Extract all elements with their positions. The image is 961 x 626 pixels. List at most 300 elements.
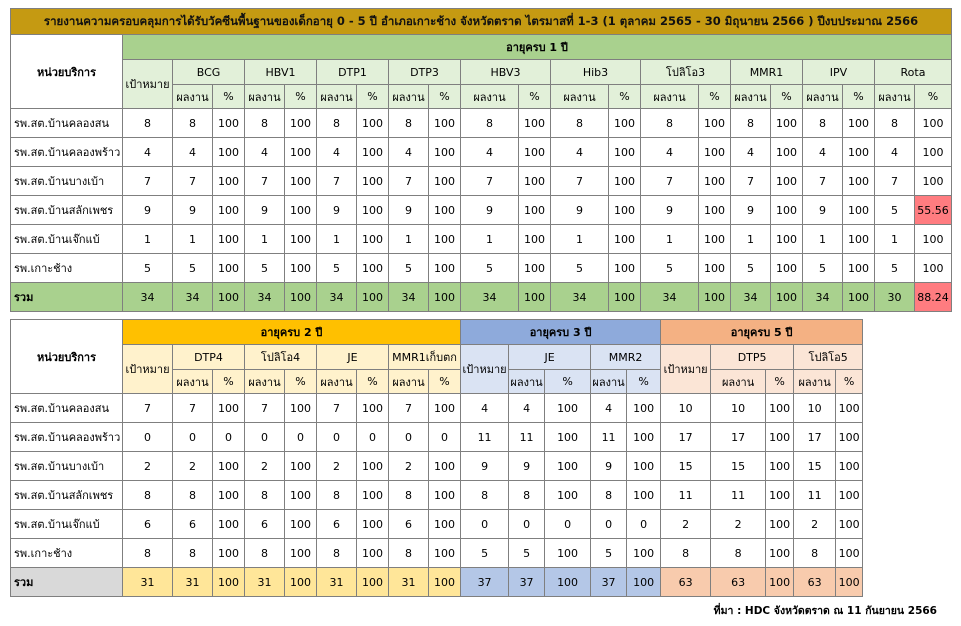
percent-value: 100	[771, 138, 803, 167]
total-percent: 100	[519, 283, 551, 312]
result-value: 8	[173, 481, 213, 510]
vaccine-header: โปลิโอ4	[245, 345, 317, 370]
result-value: 5	[591, 539, 627, 568]
target-value: 5	[461, 539, 509, 568]
percent-header: %	[766, 370, 794, 394]
result-header: ผลงาน	[461, 85, 519, 109]
percent-value: 100	[213, 394, 245, 423]
total-result: 34	[173, 283, 213, 312]
result-value: 4	[803, 138, 843, 167]
table-row	[11, 423, 863, 452]
percent-value: 100	[609, 225, 641, 254]
target-value: 8	[123, 109, 173, 138]
total-percent: 100	[609, 283, 641, 312]
result-value: 5	[875, 196, 915, 225]
unit-name: รพ.สต.บ้านคลองสน	[11, 394, 123, 423]
percent-value: 0	[285, 423, 317, 452]
percent-header: %	[285, 370, 317, 394]
table-row	[11, 196, 952, 225]
vaccine-header: JE	[509, 345, 591, 370]
unit-name: รพ.สต.บ้านคลองสน	[11, 109, 123, 138]
percent-header: %	[519, 85, 551, 109]
result-value: 8	[389, 481, 429, 510]
result-value: 8	[461, 109, 519, 138]
result-value: 11	[509, 423, 545, 452]
result-value: 9	[173, 196, 213, 225]
total-result: 34	[641, 283, 699, 312]
total-result: 34	[803, 283, 843, 312]
percent-value: 100	[213, 539, 245, 568]
percent-value: 100	[429, 510, 461, 539]
result-value: 8	[245, 539, 285, 568]
percent-value: 100	[771, 225, 803, 254]
result-header: ผลงาน	[389, 370, 429, 394]
result-value: 8	[173, 109, 213, 138]
result-value: 8	[551, 109, 609, 138]
total-percent: 100	[213, 283, 245, 312]
target-header: เป้าหมาย	[461, 345, 509, 394]
total-label: รวม	[11, 283, 123, 312]
percent-value: 100	[285, 138, 317, 167]
result-value: 7	[461, 167, 519, 196]
target-value: 1	[123, 225, 173, 254]
result-value: 0	[591, 510, 627, 539]
percent-value: 100	[285, 254, 317, 283]
percent-value: 100	[285, 481, 317, 510]
result-value: 1	[173, 225, 213, 254]
percent-value: 100	[766, 423, 794, 452]
percent-header: %	[357, 370, 389, 394]
percent-value: 100	[429, 452, 461, 481]
result-value: 1	[389, 225, 429, 254]
result-value: 8	[317, 109, 357, 138]
total-result: 34	[551, 283, 609, 312]
vaccine-header: Rota	[875, 60, 952, 85]
percent-value: 100	[213, 138, 245, 167]
percent-value: 100	[357, 138, 389, 167]
percent-value: 100	[285, 452, 317, 481]
age1-table	[10, 8, 952, 312]
percent-value: 100	[357, 225, 389, 254]
result-value: 10	[711, 394, 766, 423]
percent-value: 100	[836, 539, 863, 568]
result-value: 4	[591, 394, 627, 423]
percent-value: 100	[357, 254, 389, 283]
result-value: 2	[173, 452, 213, 481]
unit-header: หน่วยบริการ	[11, 320, 123, 394]
total-percent: 100	[213, 568, 245, 597]
vaccine-header: Hib3	[551, 60, 641, 85]
result-value: 7	[389, 167, 429, 196]
percent-value: 100	[519, 109, 551, 138]
result-value: 11	[711, 481, 766, 510]
table-row	[11, 394, 863, 423]
percent-value: 100	[699, 254, 731, 283]
percent-header: %	[843, 85, 875, 109]
result-header: ผลงาน	[173, 370, 213, 394]
percent-value: 100	[915, 167, 952, 196]
percent-value: 100	[771, 254, 803, 283]
percent-value: 100	[609, 196, 641, 225]
total-percent: 100	[627, 568, 661, 597]
percent-value: 100	[609, 138, 641, 167]
result-value: 1	[641, 225, 699, 254]
percent-value: 100	[285, 539, 317, 568]
unit-name: รพ.สต.บ้านบางเบ้า	[11, 167, 123, 196]
total-percent: 100	[836, 568, 863, 597]
percent-value: 100	[915, 109, 952, 138]
percent-value: 100	[213, 196, 245, 225]
percent-value: 0	[545, 510, 591, 539]
table-row	[11, 138, 952, 167]
result-value: 15	[711, 452, 766, 481]
percent-header: %	[627, 370, 661, 394]
target-value: 7	[123, 394, 173, 423]
vaccine-header: MMR1เก็บตก	[389, 345, 461, 370]
total-result: 30	[875, 283, 915, 312]
percent-value: 100	[213, 481, 245, 510]
percent-header: %	[545, 370, 591, 394]
report-title: รายงานความครอบคลุมการได้รับวัคซีนพื้นฐานของเด็กอายุ 0 - 5 ปี อำเภอเกาะช้าง จังหวัดตราด ไตรมาสที่ 1-3 (1 ตุลาคม 2565 - 30 มิถุนายน 2566 ) ปีงบประมาณ 2566	[11, 9, 952, 35]
percent-value: 100	[699, 109, 731, 138]
percent-value: 100	[213, 254, 245, 283]
unit-name: รพ.สต.บ้านคลองพร้าว	[11, 138, 123, 167]
result-value: 8	[317, 539, 357, 568]
percent-value: 100	[519, 254, 551, 283]
percent-header: %	[915, 85, 952, 109]
total-result: 34	[317, 283, 357, 312]
percent-value: 100	[843, 225, 875, 254]
result-header: ผลงาน	[245, 370, 285, 394]
result-value: 4	[551, 138, 609, 167]
total-label: รวม	[11, 568, 123, 597]
total-percent: 100	[429, 568, 461, 597]
percent-value: 100	[771, 196, 803, 225]
result-header: ผลงาน	[803, 85, 843, 109]
percent-value: 100	[545, 481, 591, 510]
result-value: 5	[803, 254, 843, 283]
target-header: เป้าหมาย	[123, 345, 173, 394]
result-value: 4	[317, 138, 357, 167]
result-value: 8	[245, 481, 285, 510]
percent-value: 100	[429, 254, 461, 283]
result-value: 7	[551, 167, 609, 196]
percent-value: 55.56	[915, 196, 952, 225]
result-value: 4	[731, 138, 771, 167]
total-target: 31	[123, 568, 173, 597]
vaccine-header: โปลิโอ3	[641, 60, 731, 85]
percent-value: 100	[545, 539, 591, 568]
percent-value: 100	[357, 539, 389, 568]
result-value: 7	[317, 394, 357, 423]
result-value: 5	[875, 254, 915, 283]
total-result: 34	[461, 283, 519, 312]
result-value: 9	[461, 196, 519, 225]
result-value: 9	[389, 196, 429, 225]
result-value: 7	[317, 167, 357, 196]
table-row	[11, 452, 863, 481]
target-value: 9	[123, 196, 173, 225]
total-percent: 100	[429, 283, 461, 312]
percent-value: 100	[429, 196, 461, 225]
unit-name: รพ.สต.บ้านเจ๊กแบ้	[11, 510, 123, 539]
total-target: 34	[123, 283, 173, 312]
result-header: ผลงาน	[794, 370, 836, 394]
percent-value: 100	[429, 225, 461, 254]
percent-value: 100	[843, 167, 875, 196]
result-value: 0	[389, 423, 429, 452]
result-value: 8	[794, 539, 836, 568]
result-value: 8	[509, 481, 545, 510]
table-row	[11, 481, 863, 510]
result-header: ผลงาน	[591, 370, 627, 394]
percent-value: 100	[429, 138, 461, 167]
percent-value: 100	[627, 394, 661, 423]
result-header: ผลงาน	[711, 370, 766, 394]
percent-header: %	[429, 85, 461, 109]
percent-value: 0	[429, 423, 461, 452]
percent-value: 100	[357, 452, 389, 481]
result-header: ผลงาน	[317, 85, 357, 109]
result-value: 9	[509, 452, 545, 481]
result-value: 8	[803, 109, 843, 138]
target-value: 15	[661, 452, 711, 481]
percent-value: 100	[285, 196, 317, 225]
result-value: 17	[794, 423, 836, 452]
percent-value: 100	[519, 167, 551, 196]
percent-value: 100	[357, 510, 389, 539]
result-header: ผลงาน	[317, 370, 357, 394]
result-value: 0	[509, 510, 545, 539]
result-value: 9	[551, 196, 609, 225]
target-value: 9	[461, 452, 509, 481]
percent-value: 100	[771, 109, 803, 138]
unit-name: รพ.สต.บ้านสลักเพชร	[11, 481, 123, 510]
table-row	[11, 510, 863, 539]
total-percent: 100	[766, 568, 794, 597]
result-value: 11	[794, 481, 836, 510]
result-value: 7	[641, 167, 699, 196]
result-value: 1	[245, 225, 285, 254]
target-value: 2	[123, 452, 173, 481]
result-value: 2	[245, 452, 285, 481]
percent-value: 100	[213, 167, 245, 196]
percent-value: 100	[213, 510, 245, 539]
result-header: ผลงาน	[875, 85, 915, 109]
total-percent: 100	[357, 283, 389, 312]
total-percent: 100	[843, 283, 875, 312]
percent-value: 100	[836, 452, 863, 481]
target-value: 11	[661, 481, 711, 510]
result-header: ผลงาน	[509, 370, 545, 394]
result-value: 8	[317, 481, 357, 510]
table-row	[11, 254, 952, 283]
percent-header: %	[609, 85, 641, 109]
total-percent: 100	[545, 568, 591, 597]
percent-value: 100	[545, 394, 591, 423]
vaccine-header: BCG	[173, 60, 245, 85]
percent-header: %	[213, 85, 245, 109]
table-row	[11, 539, 863, 568]
result-value: 8	[389, 109, 429, 138]
age2-5-table	[10, 319, 863, 597]
total-percent: 88.24	[915, 283, 952, 312]
target-value: 4	[123, 138, 173, 167]
unit-header: หน่วยบริการ	[11, 35, 123, 109]
total-percent: 100	[285, 568, 317, 597]
result-value: 1	[317, 225, 357, 254]
percent-value: 100	[519, 196, 551, 225]
source-note: ที่มา : HDC จังหวัดตราด ณ 11 กันยายน 2566	[713, 605, 937, 617]
result-value: 6	[317, 510, 357, 539]
percent-value: 100	[285, 225, 317, 254]
result-header: ผลงาน	[245, 85, 285, 109]
result-value: 0	[317, 423, 357, 452]
target-value: 10	[661, 394, 711, 423]
result-value: 7	[875, 167, 915, 196]
percent-value: 100	[836, 510, 863, 539]
result-header: ผลงาน	[551, 85, 609, 109]
result-value: 5	[509, 539, 545, 568]
percent-value: 100	[766, 510, 794, 539]
unit-name: รพ.สต.บ้านเจ๊กแบ้	[11, 225, 123, 254]
result-value: 4	[509, 394, 545, 423]
percent-value: 100	[627, 481, 661, 510]
vaccine-header: HBV1	[245, 60, 317, 85]
result-header: ผลงาน	[731, 85, 771, 109]
result-value: 8	[641, 109, 699, 138]
percent-value: 100	[627, 452, 661, 481]
total-target: 63	[661, 568, 711, 597]
percent-value: 100	[429, 481, 461, 510]
target-value: 2	[661, 510, 711, 539]
percent-value: 100	[519, 225, 551, 254]
result-value: 5	[317, 254, 357, 283]
total-result: 31	[173, 568, 213, 597]
percent-header: %	[213, 370, 245, 394]
result-value: 7	[731, 167, 771, 196]
result-value: 5	[245, 254, 285, 283]
percent-value: 100	[285, 510, 317, 539]
percent-value: 0	[213, 423, 245, 452]
target-value: 11	[461, 423, 509, 452]
percent-value: 100	[357, 167, 389, 196]
target-value: 4	[461, 394, 509, 423]
target-value: 0	[123, 423, 173, 452]
vaccine-header: MMR2	[591, 345, 661, 370]
result-value: 8	[591, 481, 627, 510]
result-value: 4	[461, 138, 519, 167]
result-value: 8	[711, 539, 766, 568]
total-result: 31	[317, 568, 357, 597]
table-row	[11, 109, 952, 138]
vaccine-header: MMR1	[731, 60, 803, 85]
result-value: 5	[461, 254, 519, 283]
percent-value: 100	[766, 394, 794, 423]
target-value: 8	[123, 481, 173, 510]
result-value: 8	[731, 109, 771, 138]
result-value: 9	[245, 196, 285, 225]
result-header: ผลงาน	[641, 85, 699, 109]
percent-value: 100	[627, 539, 661, 568]
result-value: 4	[389, 138, 429, 167]
age5-group-header: อายุครบ 5 ปี	[661, 320, 863, 345]
target-value: 8	[123, 539, 173, 568]
total-result: 31	[389, 568, 429, 597]
result-value: 6	[389, 510, 429, 539]
result-value: 2	[389, 452, 429, 481]
result-value: 5	[731, 254, 771, 283]
result-value: 1	[461, 225, 519, 254]
vaccine-header: DTP1	[317, 60, 389, 85]
result-value: 5	[389, 254, 429, 283]
percent-value: 100	[843, 138, 875, 167]
total-row	[11, 568, 863, 597]
result-value: 7	[245, 167, 285, 196]
target-value: 6	[123, 510, 173, 539]
total-result: 34	[389, 283, 429, 312]
percent-header: %	[771, 85, 803, 109]
result-value: 0	[173, 423, 213, 452]
vaccine-header: IPV	[803, 60, 875, 85]
target-header: เป้าหมาย	[123, 60, 173, 109]
percent-value: 100	[285, 109, 317, 138]
percent-value: 100	[285, 394, 317, 423]
result-value: 2	[317, 452, 357, 481]
unit-name: รพ.เกาะช้าง	[11, 539, 123, 568]
result-value: 17	[711, 423, 766, 452]
result-value: 8	[245, 109, 285, 138]
result-value: 7	[173, 394, 213, 423]
percent-value: 100	[836, 423, 863, 452]
total-result: 63	[794, 568, 836, 597]
percent-value: 100	[429, 539, 461, 568]
result-value: 1	[731, 225, 771, 254]
result-value: 10	[794, 394, 836, 423]
percent-header: %	[285, 85, 317, 109]
result-value: 15	[794, 452, 836, 481]
percent-value: 100	[429, 394, 461, 423]
percent-value: 100	[519, 138, 551, 167]
total-row	[11, 283, 952, 312]
result-value: 9	[731, 196, 771, 225]
percent-value: 100	[699, 225, 731, 254]
result-value: 4	[245, 138, 285, 167]
percent-value: 100	[843, 196, 875, 225]
result-value: 7	[803, 167, 843, 196]
result-value: 8	[173, 539, 213, 568]
target-value: 7	[123, 167, 173, 196]
total-percent: 100	[771, 283, 803, 312]
result-value: 9	[317, 196, 357, 225]
target-value: 8	[461, 481, 509, 510]
total-result: 63	[711, 568, 766, 597]
percent-header: %	[429, 370, 461, 394]
result-value: 4	[173, 138, 213, 167]
result-value: 4	[641, 138, 699, 167]
table-row	[11, 167, 952, 196]
age3-group-header: อายุครบ 3 ปี	[461, 320, 661, 345]
percent-value: 100	[766, 452, 794, 481]
percent-value: 100	[699, 138, 731, 167]
vaccine-header: HBV3	[461, 60, 551, 85]
percent-value: 100	[545, 452, 591, 481]
unit-name: รพ.สต.บ้านสลักเพชร	[11, 196, 123, 225]
percent-value: 100	[699, 196, 731, 225]
result-value: 7	[389, 394, 429, 423]
result-header: ผลงาน	[173, 85, 213, 109]
percent-value: 100	[836, 394, 863, 423]
